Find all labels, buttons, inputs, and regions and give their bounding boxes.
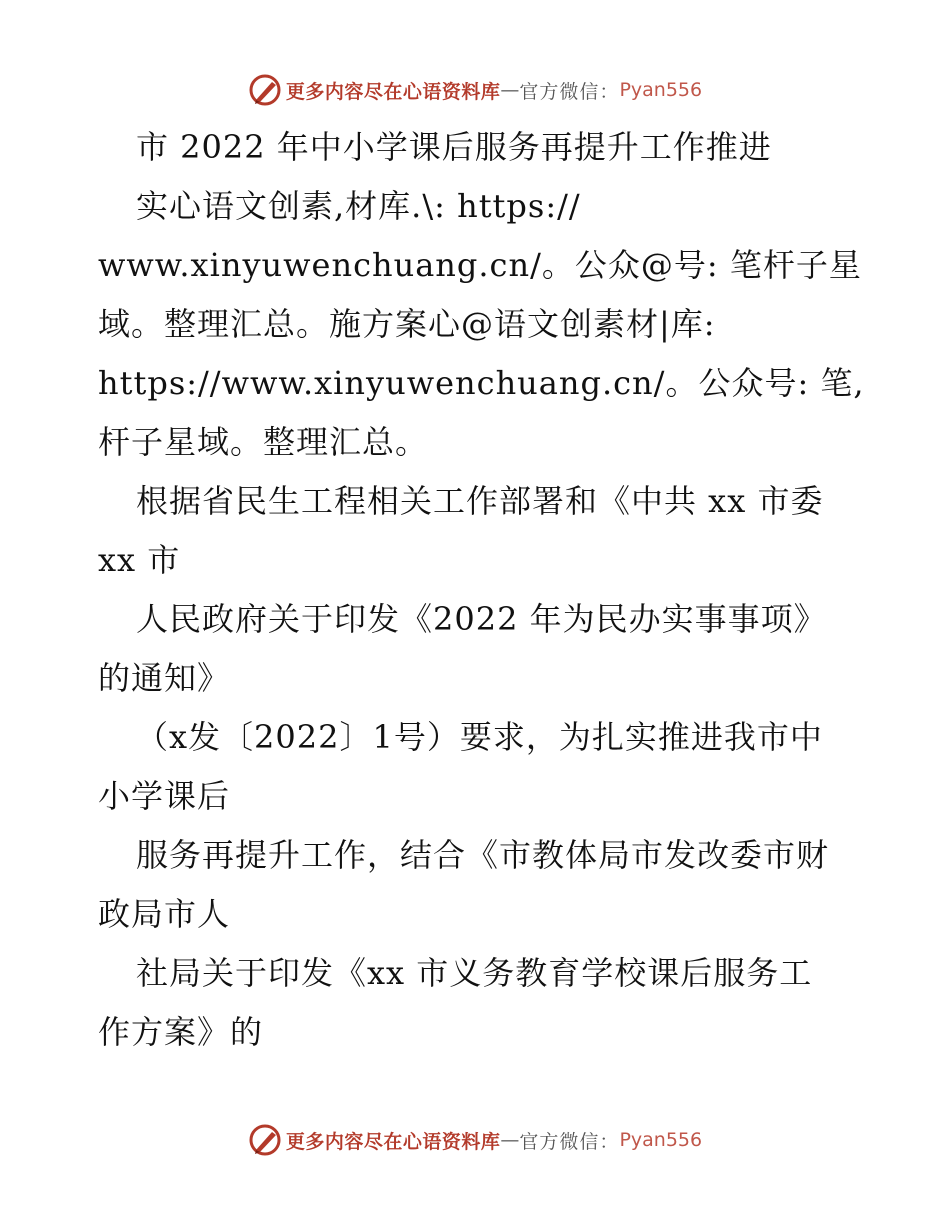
body-line: 人民政府关于印发《2022 年为民办实事事项》 bbox=[136, 600, 827, 638]
body-line: 作方案》的 bbox=[98, 1013, 264, 1051]
banner-main-text: 更多内容尽在心语资料库 bbox=[285, 1130, 501, 1153]
body-line: 小学课后 bbox=[98, 777, 231, 815]
banner-main-text: 更多内容尽在心语资料库 bbox=[285, 80, 501, 103]
body-line: 社局关于印发《xx 市义务教育学校课后服务工 bbox=[136, 954, 813, 992]
body-line: （x发〔2022〕1号）要求，为扎实推进我市中 bbox=[136, 718, 823, 756]
body-line: 的通知》 bbox=[98, 659, 231, 697]
banner-label: 官方微信： bbox=[519, 1130, 620, 1153]
banner-wechat-id: Pyan556 bbox=[619, 79, 703, 101]
header-banner bbox=[0, 70, 950, 110]
banner-separator: — bbox=[500, 1129, 520, 1151]
pen-logo-icon bbox=[248, 73, 282, 107]
banner-wechat-id: Pyan556 bbox=[619, 1129, 703, 1151]
pen-logo-icon bbox=[248, 1123, 282, 1157]
body-line: xx 市 bbox=[98, 541, 181, 579]
body-line: 实心语文创素,材库.\: https:// bbox=[136, 187, 581, 225]
document-body bbox=[98, 118, 865, 1062]
body-line: 服务再提升工作，结合《市教体局市发改委市财 bbox=[136, 836, 830, 874]
banner-label: 官方微信： bbox=[519, 80, 620, 103]
footer-banner bbox=[0, 1120, 950, 1160]
body-line: 根据省民生工程相关工作部署和《中共 xx 市委 bbox=[136, 482, 824, 520]
body-line: 市 2022 年中小学课后服务再提升工作推进 bbox=[136, 128, 772, 166]
body-line: 域。整理汇总。施方案心@语文创素材|库: bbox=[98, 305, 716, 343]
body-line: https://www.xinyuwenchuang.cn/。公众号: 笔, bbox=[98, 364, 865, 402]
body-line: 政局市人 bbox=[98, 895, 231, 933]
banner-separator: — bbox=[500, 79, 520, 101]
body-line: www.xinyuwenchuang.cn/。公众@号: 笔杆子星 bbox=[98, 246, 862, 284]
body-line: 杆子星域。整理汇总。 bbox=[98, 423, 429, 461]
